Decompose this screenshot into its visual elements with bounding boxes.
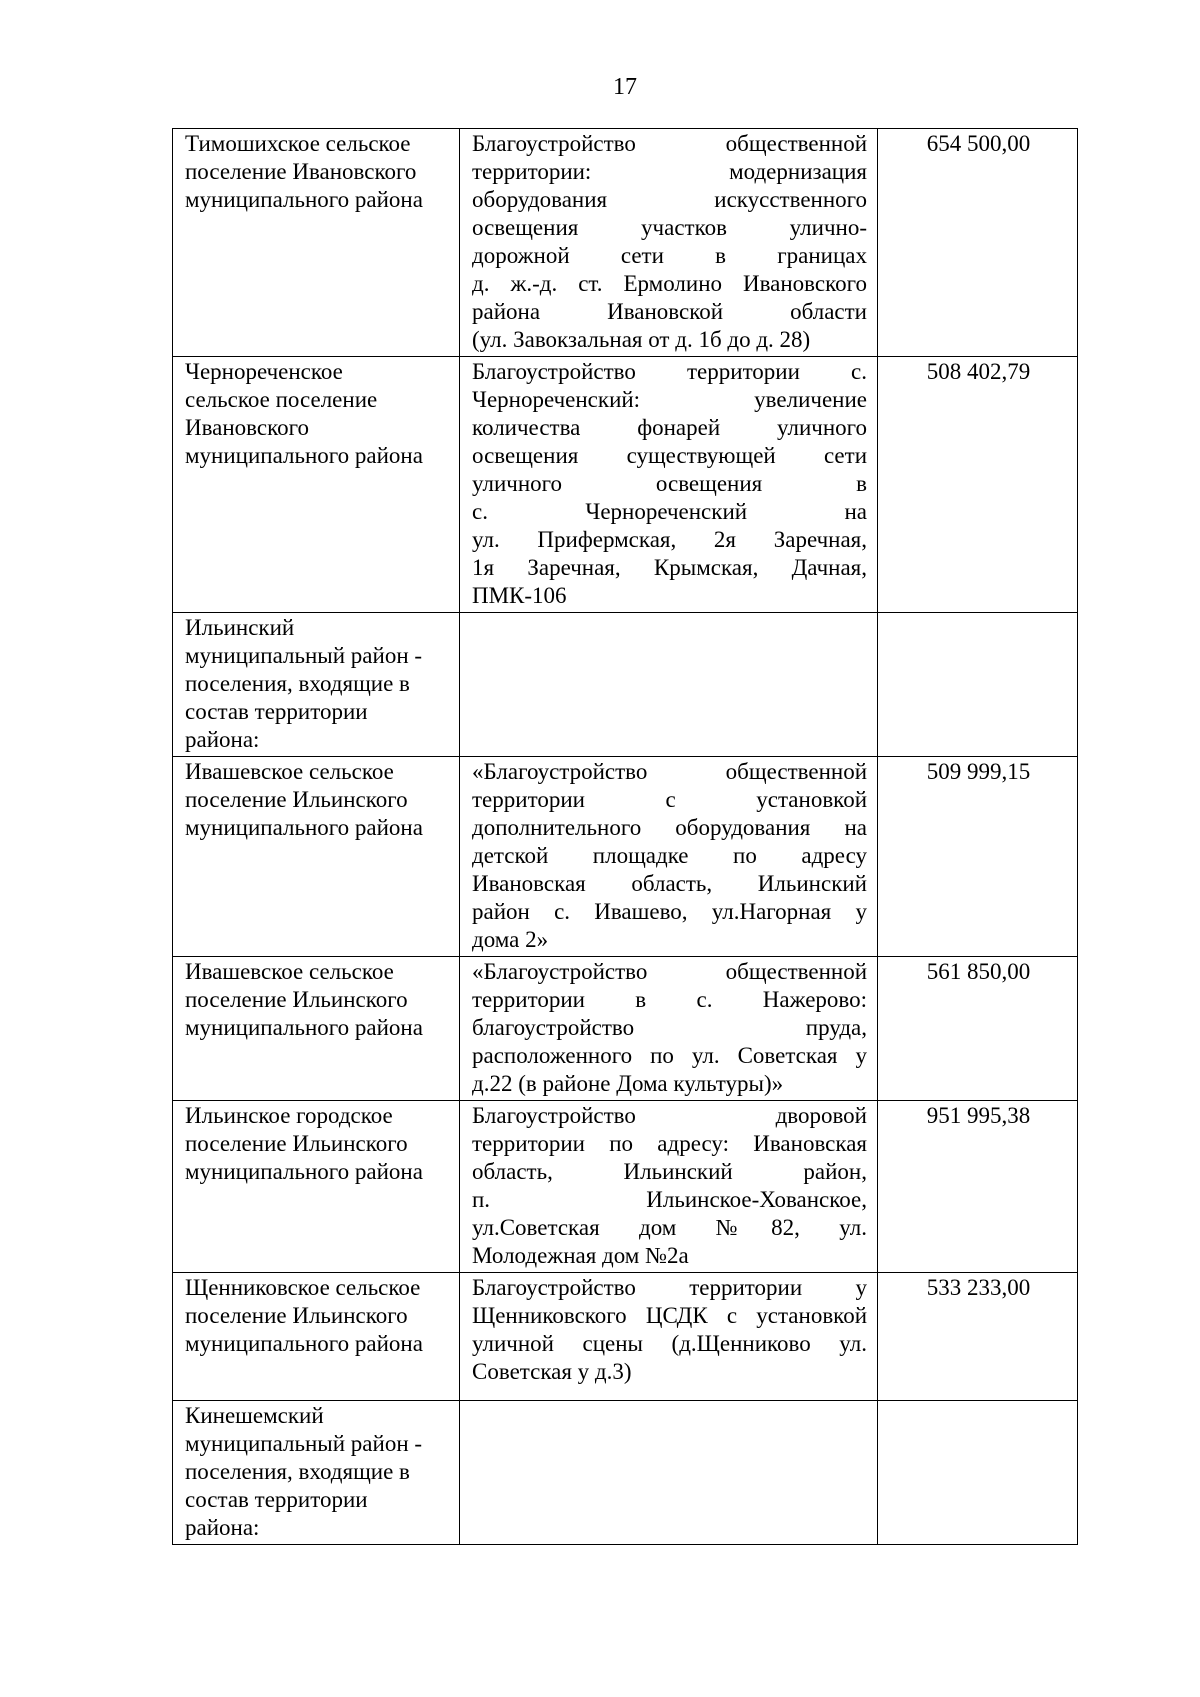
name-line: поселение Ильинского <box>185 787 408 812</box>
desc-line: область, Ильинский район, <box>472 1159 867 1184</box>
desc-line: освещения участков улично- <box>472 215 867 240</box>
table-row <box>173 1273 1078 1401</box>
amount-cell <box>878 1401 1078 1545</box>
name-line: поселение Ильинского <box>185 1131 408 1156</box>
desc-line: Молодежная дом №2а <box>472 1243 689 1268</box>
name-line: Щенниковское сельское <box>185 1275 421 1300</box>
district-header-cell <box>173 613 460 757</box>
desc-line: район с. Ивашево, ул.Нагорная у <box>472 899 867 924</box>
desc-line: уличной сцены (д.Щенниково ул. <box>472 1331 867 1356</box>
project-description-cell <box>460 757 878 957</box>
name-line: Ильинское городское <box>185 1103 393 1128</box>
desc-line: Щенниковского ЦСДК с установкой <box>472 1303 867 1328</box>
desc-line: (ул. Завокзальная от д. 1б до д. 28) <box>472 327 811 352</box>
desc-line: ул.Советская дом №82, ул. <box>472 1215 867 1240</box>
desc-line: количества фонарей уличного <box>472 415 867 440</box>
amount-cell <box>878 613 1078 757</box>
desc-line: Благоустройство территории у <box>472 1275 867 1300</box>
project-description-cell <box>460 129 878 357</box>
amount-cell: 561 850,00 <box>878 957 1078 1101</box>
table-row <box>173 1401 1078 1545</box>
name-line: муниципальный район - <box>185 643 423 668</box>
name-line: состав территории <box>185 1487 368 1512</box>
name-line: района: <box>185 1515 260 1540</box>
desc-line: Чернореченский: увеличение <box>472 387 867 412</box>
name-line: муниципального района <box>185 443 423 468</box>
desc-line: территории с установкой <box>472 787 867 812</box>
desc-line: уличного освещения в <box>472 471 867 496</box>
name-line: муниципального района <box>185 1331 423 1356</box>
desc-line: с. Чернореченский на <box>472 499 867 524</box>
name-line: Ивашевское сельское <box>185 759 394 784</box>
settlement-name-cell <box>173 957 460 1101</box>
desc-line: района Ивановской области <box>472 299 867 324</box>
name-line: Ильинский <box>185 615 295 640</box>
name-line: Кинешемский <box>185 1403 324 1428</box>
project-description-cell <box>460 357 878 613</box>
desc-line: территории в с. Нажерово: <box>472 987 867 1012</box>
name-line: поселения, входящие в <box>185 671 410 696</box>
desc-line: дома 2» <box>472 927 549 952</box>
settlement-name-cell <box>173 1273 460 1401</box>
name-line: муниципального района <box>185 1015 423 1040</box>
desc-line: оборудования искусственного <box>472 187 867 212</box>
name-line: Тимошихское сельское <box>185 131 411 156</box>
settlement-name-cell <box>173 357 460 613</box>
district-header-cell <box>173 1401 460 1545</box>
name-line: муниципального района <box>185 187 423 212</box>
page-number: 17 <box>613 74 637 100</box>
amount-cell: 951 995,38 <box>878 1101 1078 1273</box>
desc-line: детской площадке по адресу <box>472 843 867 868</box>
table-row <box>173 613 1078 757</box>
table-row <box>173 757 1078 957</box>
name-line: Ивановского <box>185 415 309 440</box>
name-line: сельское поселение <box>185 387 378 412</box>
table-row <box>173 357 1078 613</box>
amount-cell: 508 402,79 <box>878 357 1078 613</box>
desc-line: благоустройство пруда, <box>472 1015 867 1040</box>
settlement-name-cell <box>173 129 460 357</box>
desc-line: Благоустройство территории с. <box>472 359 867 384</box>
desc-line: «Благоустройство общественной <box>472 959 867 984</box>
table-row <box>173 957 1078 1101</box>
desc-line: Благоустройство дворовой <box>472 1103 867 1128</box>
name-line: муниципальный район - <box>185 1431 423 1456</box>
name-line: Чернореченское <box>185 359 343 384</box>
subsidy-table <box>172 128 1078 1545</box>
desc-line: расположенного по ул. Советская у <box>472 1043 867 1068</box>
desc-line: территории: модернизация <box>472 159 867 184</box>
amount-cell: 533 233,00 <box>878 1273 1078 1401</box>
name-line: Ивашевское сельское <box>185 959 394 984</box>
name-line: муниципального района <box>185 815 423 840</box>
desc-line: дорожной сети в границах <box>472 243 867 268</box>
desc-line: 1я Заречная, Крымская, Дачная, <box>472 555 867 580</box>
amount-cell: 654 500,00 <box>878 129 1078 357</box>
desc-line: Благоустройство общественной <box>472 131 867 156</box>
name-line: поселение Ильинского <box>185 1303 408 1328</box>
name-line: поселение Ильинского <box>185 987 408 1012</box>
project-description-cell <box>460 1101 878 1273</box>
desc-line: п. Ильинское-Хованское, <box>472 1187 867 1212</box>
name-line: состав территории <box>185 699 368 724</box>
project-description-cell <box>460 1401 878 1545</box>
project-description-cell <box>460 957 878 1101</box>
project-description-cell <box>460 1273 878 1401</box>
desc-line: д. ж.-д. ст. Ермолино Ивановского <box>472 271 867 296</box>
table-row <box>173 1101 1078 1273</box>
desc-line: Советская у д.3) <box>472 1359 632 1384</box>
settlement-name-cell <box>173 757 460 957</box>
desc-line: территории по адресу: Ивановская <box>472 1131 867 1156</box>
table-row <box>173 129 1078 357</box>
desc-line: д.22 (в районе Дома культуры)» <box>472 1071 784 1096</box>
name-line: муниципального района <box>185 1159 423 1184</box>
name-line: поселение Ивановского <box>185 159 417 184</box>
desc-line: ПМК-106 <box>472 583 567 608</box>
desc-line: освещения существующей сети <box>472 443 867 468</box>
amount-cell: 509 999,15 <box>878 757 1078 957</box>
desc-line: «Благоустройство общественной <box>472 759 867 784</box>
desc-line: Ивановская область, Ильинский <box>472 871 867 896</box>
name-line: поселения, входящие в <box>185 1459 410 1484</box>
name-line: района: <box>185 727 260 752</box>
desc-line: дополнительного оборудования на <box>472 815 867 840</box>
settlement-name-cell <box>173 1101 460 1273</box>
desc-line: ул. Прифермская, 2я Заречная, <box>472 527 867 552</box>
project-description-cell <box>460 613 878 757</box>
